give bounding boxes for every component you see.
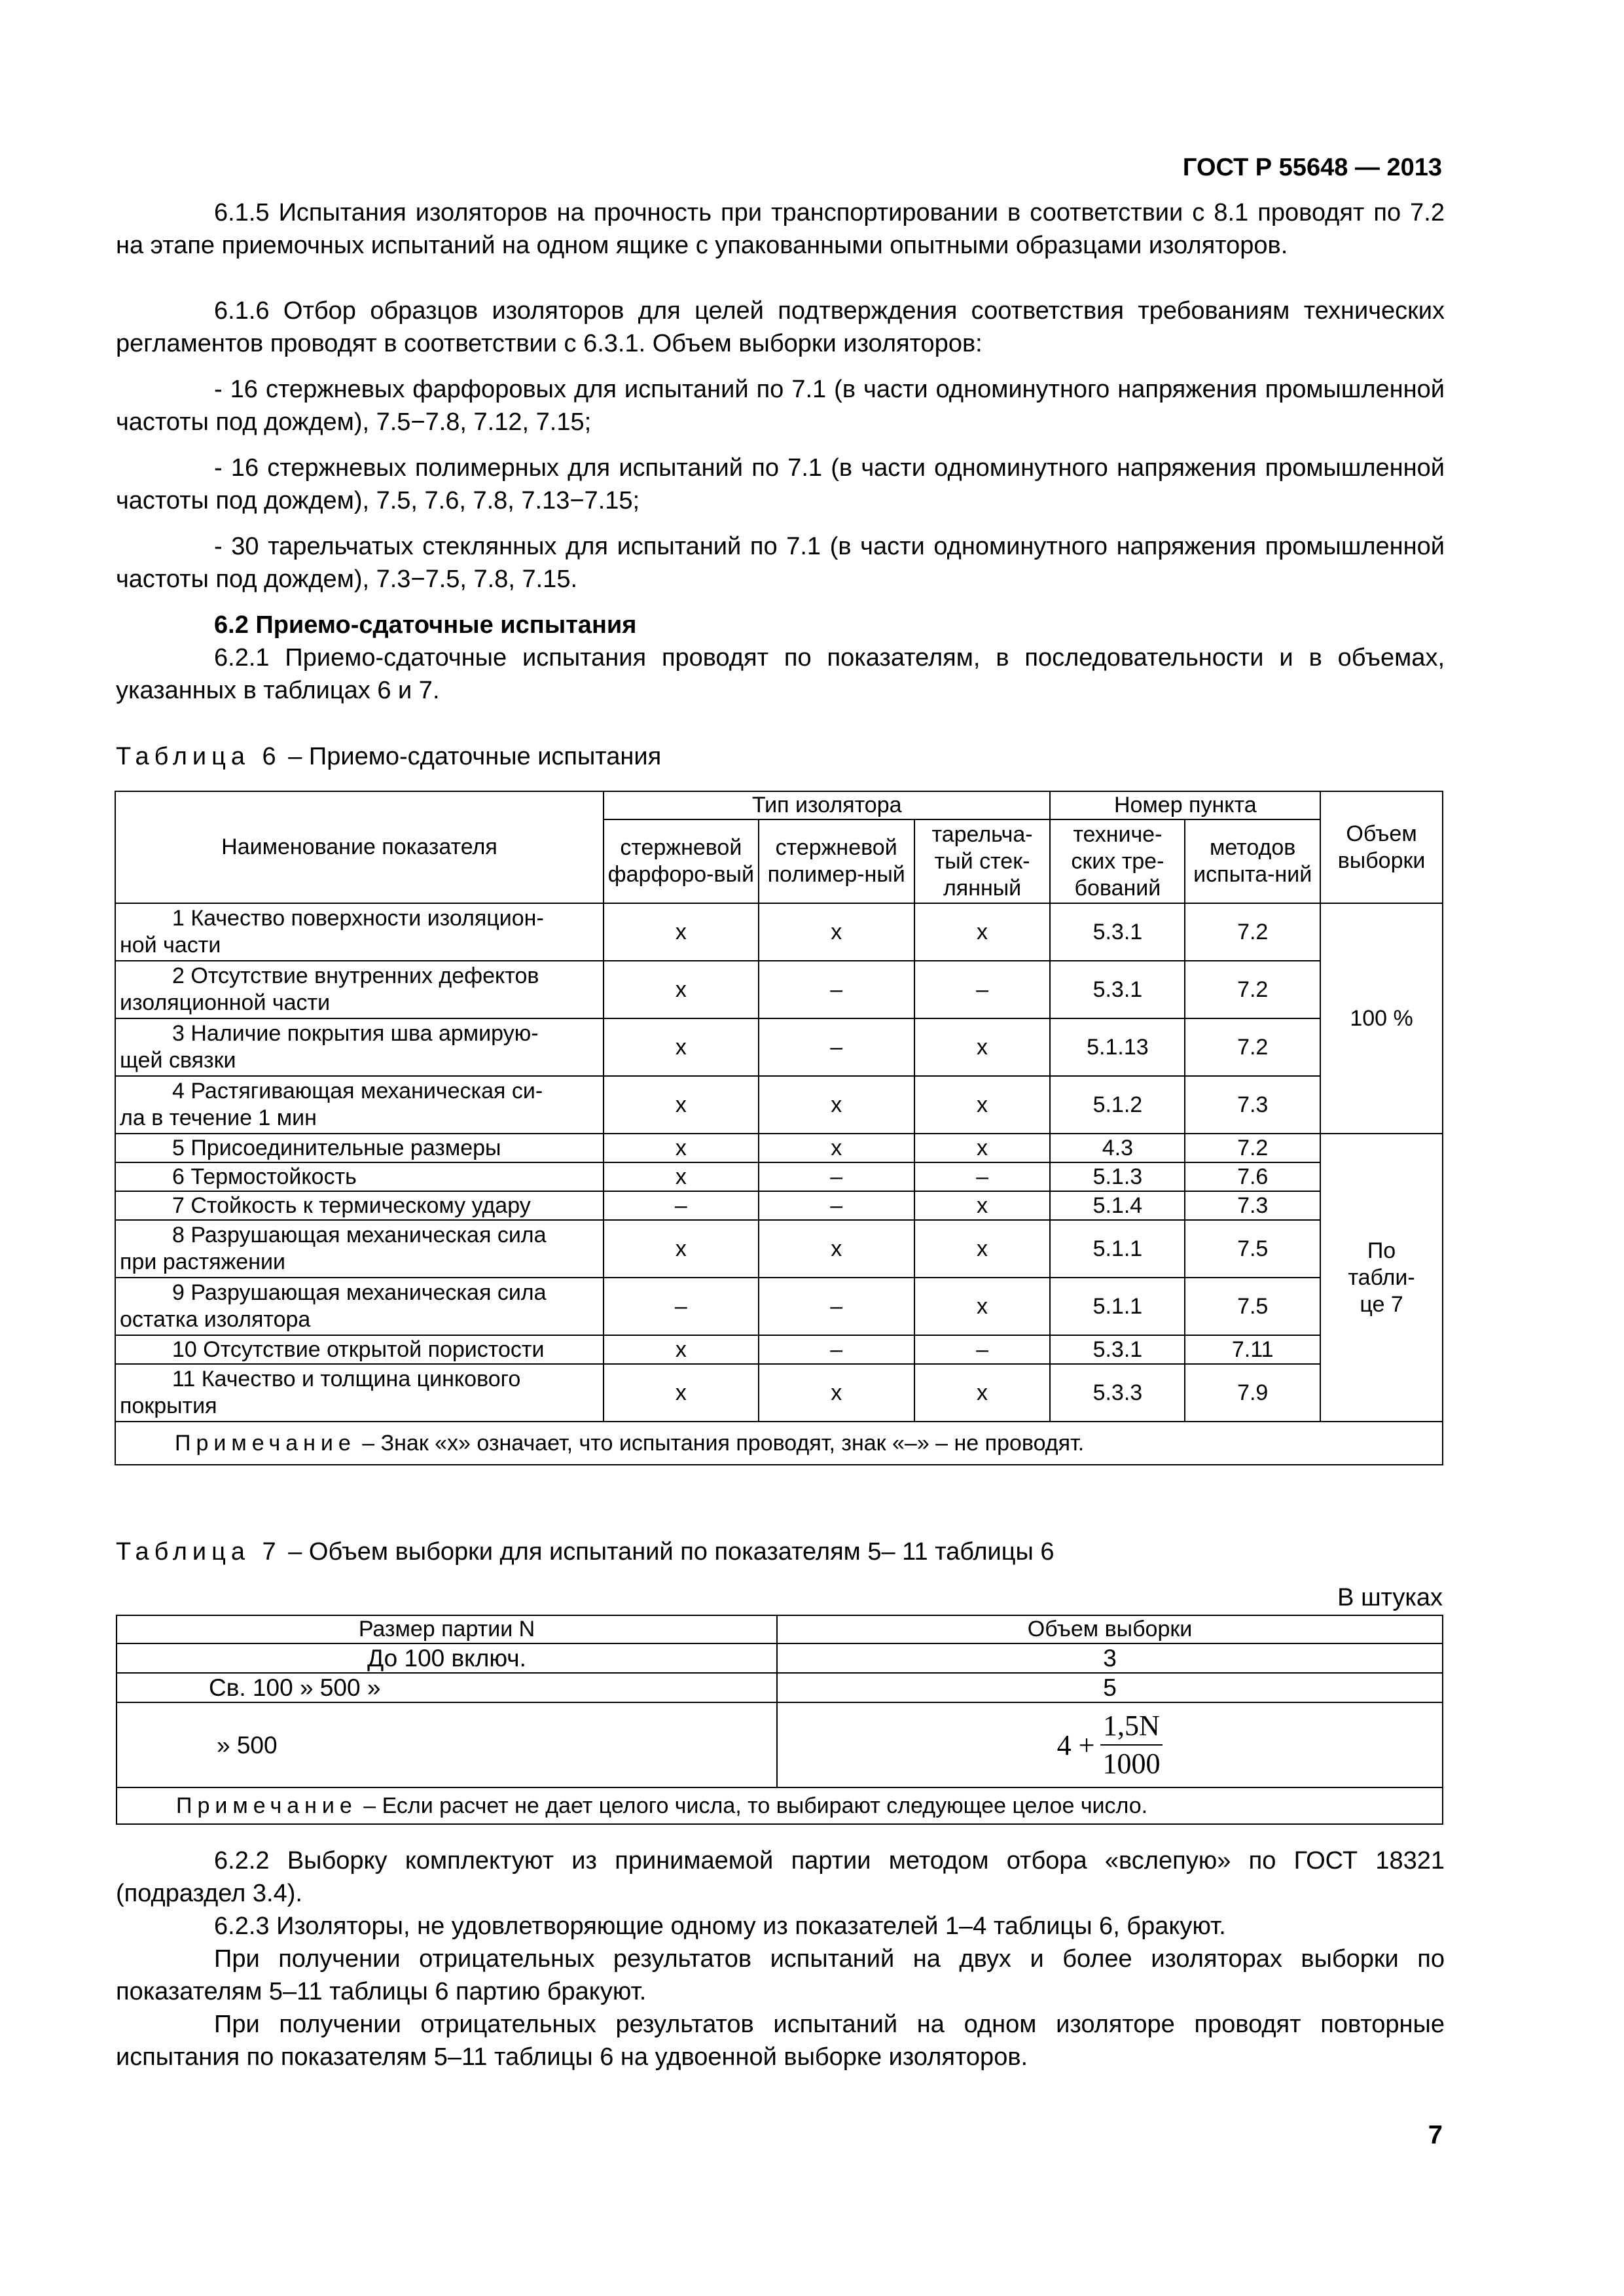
sample-formula: 4 + $\frac{1,5N}{1000}$ (1057, 1708, 1163, 1782)
cell-clause-method: 7.3 (1185, 1191, 1320, 1220)
cell-glass: x (914, 1191, 1051, 1220)
header-type-porcelain: стержневой фарфоро-вый (604, 819, 759, 903)
table-6-label: Таблица 6 (116, 743, 281, 770)
cell-polymer: – (759, 1278, 914, 1335)
table-6 (115, 791, 1443, 1465)
cell-porcelain: x (604, 1018, 759, 1076)
cell-clause-req: 5.3.1 (1050, 961, 1185, 1018)
cell-clause-method: 7.2 (1185, 961, 1320, 1018)
cell-polymer: x (759, 1220, 914, 1278)
cell-volume-table7: По табли-це 7 (1320, 1134, 1443, 1422)
cell-glass: x (914, 1364, 1051, 1422)
cell-polymer: – (759, 1162, 914, 1191)
cell-sample-volume-formula (777, 1702, 1443, 1787)
cell-glass: – (914, 1335, 1051, 1364)
cell-polymer: – (759, 1335, 914, 1364)
paragraph-6-1-6: 6.1.6 Отбор образцов изоляторов для целей подтверждения соответствия требованиям технических регламентов проводят в соответствии с 6.3.1. Объем выборки изоляторов: (116, 297, 1445, 357)
header-clause-requirements: техниче-ских тре-бований (1050, 819, 1185, 903)
cell-glass: x (914, 1018, 1051, 1076)
page-number: 7 (1428, 2121, 1443, 2149)
row-name: 9 Разрушающая механическая сила остатка изолятора (115, 1278, 604, 1335)
table-row (117, 1643, 1443, 1673)
cell-polymer: x (759, 1134, 914, 1162)
header-type-polymer: стержневой полимер-ный (759, 819, 914, 903)
row-name: 3 Наличие покрытия шва армирую- щей связки (115, 1018, 604, 1076)
header-type-glass: тарельча-тый стек-лянный (914, 819, 1051, 903)
row-name: 5 Присоединительные размеры (115, 1134, 604, 1162)
row-name: 1 Качество поверхности изоляцион- ной части (115, 903, 604, 961)
table-row (115, 1364, 1443, 1422)
table-row (115, 1220, 1443, 1278)
cell-clause-method: 7.6 (1185, 1162, 1320, 1191)
cell-glass: – (914, 1162, 1051, 1191)
list-item-3: - 30 тарельчатых стеклянных для испытаний по 7.1 (в части одноминутного напряжения промышленной частоты под дождем), 7.3−7.5, 7.8, 7.15. (116, 533, 1445, 593)
cell-porcelain: x (604, 903, 759, 961)
cell-porcelain: – (604, 1278, 759, 1335)
table-note-row (117, 1787, 1443, 1824)
cell-glass: x (914, 903, 1051, 961)
table-row (115, 1335, 1443, 1364)
cell-porcelain: x (604, 1364, 759, 1422)
table-row (115, 903, 1443, 961)
header-insulator-type: Тип изолятора (604, 791, 1051, 819)
cell-polymer: x (759, 1076, 914, 1134)
table-7 (116, 1615, 1443, 1825)
cell-glass: x (914, 1134, 1051, 1162)
cell-clause-req: 5.1.3 (1050, 1162, 1185, 1191)
cell-glass: x (914, 1278, 1051, 1335)
cell-clause-req: 5.3.1 (1050, 903, 1185, 961)
cell-clause-method: 7.5 (1185, 1278, 1320, 1335)
row-name: 10 Отсутствие открытой пористости (115, 1335, 604, 1364)
cell-clause-req: 5.1.1 (1050, 1278, 1185, 1335)
cell-polymer: x (759, 1364, 914, 1422)
header-clause-methods: методов испыта-ний (1185, 819, 1320, 903)
cell-lot-size: Св. 100 » 500 » (117, 1673, 777, 1702)
cell-clause-method: 7.11 (1185, 1335, 1320, 1364)
paragraph-repeat-tests: При получении отрицательных результатов испытаний на одном изоляторе проводят повторные испытания по показателям 5–11 таблицы 6 на удвоенной выборке изоляторов. (116, 2011, 1445, 2071)
header-sample-volume: Объем выборки (1320, 791, 1443, 903)
cell-clause-req: 5.1.2 (1050, 1076, 1185, 1134)
paragraph-reject-two: При получении отрицательных результатов испытаний на двух и более изоляторах выборки по показателям 5–11 таблицы 6 партию бракуют. (116, 1945, 1445, 2005)
cell-glass: x (914, 1076, 1051, 1134)
list-item-1: - 16 стержневых фарфоровых для испытаний по 7.1 (в части одноминутного напряжения промышленной частоты под дождем), 7.5−7.8, 7.12, 7.15; (116, 376, 1445, 436)
cell-sample-volume: 5 (777, 1673, 1443, 1702)
cell-clause-req: 4.3 (1050, 1134, 1185, 1162)
cell-sample-volume: 3 (777, 1643, 1443, 1673)
table-row (117, 1673, 1443, 1702)
cell-clause-method: 7.2 (1185, 903, 1320, 961)
section-heading-6-2: 6.2 Приемо-сдаточные испытания (214, 611, 637, 639)
cell-clause-req: 5.3.1 (1050, 1335, 1185, 1364)
paragraph-6-2-1: 6.2.1 Приемо-сдаточные испытания проводят по показателям, в последовательности и в объемах, указанных в таблицах 6 и 7. (116, 644, 1445, 704)
header-sample-volume: Объем выборки (777, 1615, 1443, 1643)
header-lot-size: Размер партии N (117, 1615, 777, 1643)
table-7-title: – Объем выборки для испытаний по показателям 5– 11 таблицы 6 (281, 1538, 1055, 1566)
paragraph-6-2-2: 6.2.2 Выборку комплектуют из принимаемой партии методом отбора «вслепую» по ГОСТ 18321 (подраздел 3.4). (116, 1847, 1445, 1907)
table-7-caption (116, 1538, 1055, 1566)
paragraph-6-2-3: 6.2.3 Изоляторы, не удовлетворяющие одному из показателей 1–4 таблицы 6, бракуют. (214, 1912, 1226, 1940)
table-6-title: – Приемо-сдаточные испытания (281, 743, 662, 770)
row-name: 2 Отсутствие внутренних дефектов изоляционной части (115, 961, 604, 1018)
cell-clause-req: 5.1.13 (1050, 1018, 1185, 1076)
cell-clause-req: 5.1.1 (1050, 1220, 1185, 1278)
cell-glass: – (914, 961, 1051, 1018)
table-7-label: Таблица 7 (116, 1538, 281, 1566)
cell-lot-size: До 100 включ. (117, 1643, 777, 1673)
cell-polymer: – (759, 1018, 914, 1076)
cell-porcelain: x (604, 1220, 759, 1278)
table-6-caption (116, 743, 661, 771)
cell-porcelain: x (604, 1134, 759, 1162)
table-row (115, 1018, 1443, 1076)
header-indicator-name: Наименование показателя (115, 791, 604, 903)
row-name: 11 Качество и толщина цинкового покрытия (115, 1364, 604, 1422)
cell-lot-size: » 500 (117, 1702, 777, 1787)
cell-clause-method: 7.2 (1185, 1134, 1320, 1162)
header-clause-number: Номер пункта (1050, 791, 1320, 819)
table-row (115, 1134, 1443, 1162)
table-row (115, 1162, 1443, 1191)
cell-porcelain: – (604, 1191, 759, 1220)
table-6-note: Примечание – Знак «х» означает, что испытания проводят, знак «–» – не проводят. (115, 1422, 1443, 1465)
cell-porcelain: x (604, 1076, 759, 1134)
table-row (115, 1278, 1443, 1335)
row-name: 6 Термостойкость (115, 1162, 604, 1191)
document-header: ГОСТ Р 55648 — 2013 (1182, 154, 1442, 181)
cell-porcelain: x (604, 961, 759, 1018)
row-name: 7 Стойкость к термическому удару (115, 1191, 604, 1220)
cell-polymer: x (759, 903, 914, 961)
cell-clause-method: 7.5 (1185, 1220, 1320, 1278)
cell-clause-method: 7.9 (1185, 1364, 1320, 1422)
cell-porcelain: x (604, 1162, 759, 1191)
cell-volume-100: 100 % (1320, 903, 1443, 1134)
row-name: 8 Разрушающая механическая сила при растяжении (115, 1220, 604, 1278)
table-row (117, 1702, 1443, 1787)
cell-clause-req: 5.3.3 (1050, 1364, 1185, 1422)
list-item-2: - 16 стержневых полимерных для испытаний по 7.1 (в части одноминутного напряжения промышленной частоты под дождем), 7.5, 7.6, 7.8, 7.13−7.15; (116, 454, 1445, 514)
table-row (115, 1076, 1443, 1134)
cell-polymer: – (759, 1191, 914, 1220)
row-name: 4 Растягивающая механическая си- ла в течение 1 мин (115, 1076, 604, 1134)
table-row (115, 961, 1443, 1018)
cell-porcelain: x (604, 1335, 759, 1364)
cell-clause-method: 7.3 (1185, 1076, 1320, 1134)
cell-clause-method: 7.2 (1185, 1018, 1320, 1076)
table-note-row (115, 1422, 1443, 1465)
units-label: В штуках (1337, 1584, 1443, 1611)
table-row (115, 1191, 1443, 1220)
cell-glass: x (914, 1220, 1051, 1278)
paragraph-6-1-5: 6.1.5 Испытания изоляторов на прочность при транспортировании в соответствии с 8.1 проводят по 7.2 на этапе приемочных испытаний на одном ящике с упакованными опытными образцами изоляторов. (116, 199, 1445, 259)
cell-polymer: – (759, 961, 914, 1018)
cell-clause-req: 5.1.4 (1050, 1191, 1185, 1220)
table-7-note: Примечание – Если расчет не дает целого числа, то выбирают следующее целое число. (117, 1787, 1443, 1824)
